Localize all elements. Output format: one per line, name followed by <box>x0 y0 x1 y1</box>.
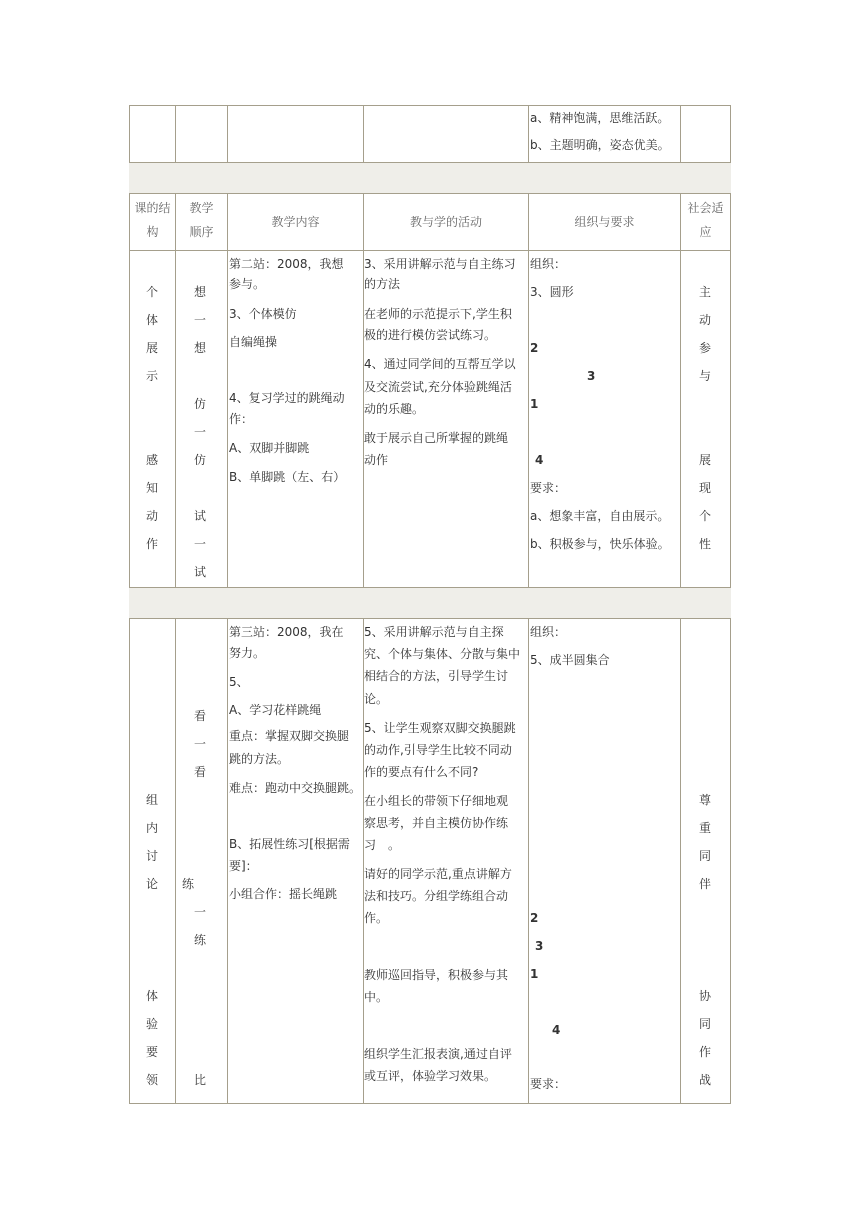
header-social: 社会适 应 <box>687 201 724 239</box>
header-organization: 组织与要求 <box>574 215 635 229</box>
header-order: 教学 顺序 <box>189 201 214 239</box>
header-activity: 教与学的活动 <box>409 215 482 229</box>
top-requirement-a: a、精神饱满，思维活跃。 <box>530 111 670 125</box>
header-structure: 课的结 构 <box>134 201 171 239</box>
table-gap-2 <box>129 588 731 618</box>
top-requirement-b: b、主题明确，姿态优美。 <box>530 138 670 152</box>
header-content: 教学内容 <box>271 215 320 229</box>
table-gap <box>129 163 731 193</box>
